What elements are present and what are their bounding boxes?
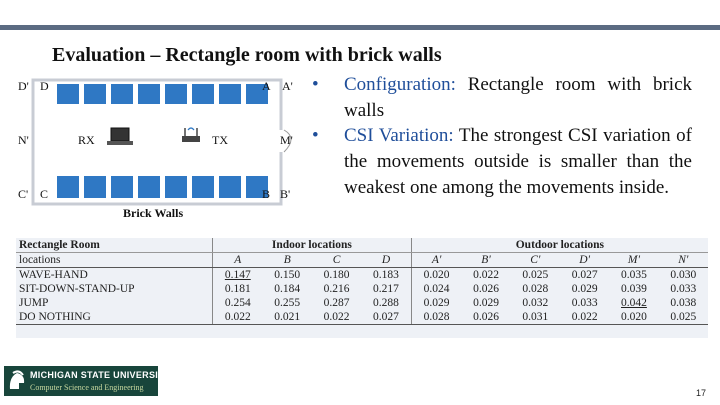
column-header: N' bbox=[659, 253, 708, 268]
table-cell: 0.038 bbox=[670, 297, 697, 309]
column-header: D bbox=[361, 253, 411, 268]
label-a-prime: A' bbox=[282, 79, 293, 93]
table-cell: 0.029 bbox=[423, 297, 450, 309]
table-cell: 0.147 bbox=[213, 268, 263, 283]
university-logo bbox=[4, 366, 171, 396]
table-cell: 0.026 bbox=[461, 310, 510, 325]
table-cell: 0.024 bbox=[423, 283, 450, 295]
table-cell: 0.020 bbox=[609, 310, 658, 325]
label-d-prime: D' bbox=[18, 79, 29, 93]
label-b: B bbox=[262, 187, 271, 201]
column-header: A' bbox=[411, 253, 461, 268]
slide-title: Evaluation – Rectangle room with brick walls bbox=[52, 44, 442, 66]
bullet-head: CSI Variation: bbox=[344, 125, 454, 147]
label-c-prime: C' bbox=[18, 187, 29, 201]
table-cell: 0.020 bbox=[411, 268, 461, 283]
table-group-header bbox=[16, 238, 708, 253]
table-cell: 0.288 bbox=[361, 296, 411, 310]
table-row bbox=[16, 296, 708, 310]
bullet-text: The strongest CSI variation of the movements outside is smaller than the weakest one among the movements inside. bbox=[344, 125, 692, 198]
table-cell: 0.150 bbox=[263, 268, 312, 283]
table-cell: 0.254 bbox=[224, 297, 251, 309]
table-cell: 0.027 bbox=[560, 268, 609, 283]
label-a: A bbox=[262, 79, 271, 93]
table-cell: 0.027 bbox=[361, 310, 411, 325]
table-cell: 0.217 bbox=[361, 282, 411, 296]
table-cell: 0.033 bbox=[670, 283, 697, 295]
bullet-item bbox=[312, 72, 692, 123]
header-outdoor: Outdoor locations bbox=[411, 238, 708, 253]
table-cell: 0.022 bbox=[461, 268, 510, 283]
diagram-caption: Brick Walls bbox=[123, 206, 184, 220]
table-row bbox=[16, 282, 708, 296]
table-cell: 0.028 bbox=[522, 283, 549, 295]
table-cell: 0.022 bbox=[213, 310, 263, 325]
locations-label: locations bbox=[16, 253, 213, 268]
table-cell: 0.216 bbox=[323, 283, 350, 295]
column-header: B bbox=[263, 253, 312, 268]
laptop-icon bbox=[107, 128, 133, 145]
table-cell: 0.032 bbox=[522, 297, 549, 309]
bullet-item bbox=[312, 123, 692, 200]
table-row bbox=[16, 310, 708, 325]
top-accent-bar bbox=[0, 25, 720, 30]
table-cell: 0.039 bbox=[621, 283, 647, 295]
header-room: Rectangle Room bbox=[16, 238, 213, 253]
university-name: MICHIGAN STATE UNIVERSITY bbox=[30, 370, 171, 380]
column-header: M' bbox=[609, 253, 658, 268]
table-cell: 0.025 bbox=[511, 268, 560, 283]
results-table bbox=[16, 238, 708, 338]
table-cell: 0.028 bbox=[411, 310, 461, 325]
column-header: C' bbox=[511, 253, 560, 268]
bullet-list bbox=[312, 72, 692, 200]
table-cell: 0.255 bbox=[274, 297, 301, 309]
row-label: SIT-DOWN-STAND-UP bbox=[16, 282, 213, 296]
label-tx: TX bbox=[212, 133, 228, 147]
column-header: C bbox=[312, 253, 361, 268]
table-cell: 0.029 bbox=[571, 283, 598, 295]
table-cell: 0.022 bbox=[312, 310, 361, 325]
label-rx: RX bbox=[78, 133, 95, 147]
table-cell: 0.022 bbox=[560, 310, 609, 325]
header-indoor: Indoor locations bbox=[213, 238, 412, 253]
table-cell: 0.029 bbox=[473, 297, 499, 309]
label-d: D bbox=[40, 79, 49, 93]
page-number: 17 bbox=[696, 388, 707, 398]
column-header: B' bbox=[461, 253, 510, 268]
table-cell: 0.287 bbox=[323, 297, 350, 309]
row-label: DO NOTHING bbox=[16, 310, 213, 325]
column-header: A bbox=[213, 253, 263, 268]
label-m-prime: M' bbox=[280, 133, 293, 147]
row-label: WAVE-HAND bbox=[16, 268, 213, 283]
table-cell: 0.181 bbox=[224, 283, 251, 295]
row-label: JUMP bbox=[16, 296, 213, 310]
table-cell: 0.183 bbox=[361, 268, 411, 283]
room-diagram bbox=[16, 78, 304, 222]
table-cell: 0.033 bbox=[571, 297, 598, 309]
bullet-text: Rectangle room with brick walls bbox=[344, 74, 692, 121]
label-n-prime: N' bbox=[18, 133, 29, 147]
table-cell: 0.180 bbox=[312, 268, 361, 283]
table-cell: 0.025 bbox=[659, 310, 708, 325]
department-name: Computer Science and Engineering bbox=[30, 383, 144, 392]
table-row bbox=[16, 268, 708, 283]
table-column-header bbox=[16, 253, 708, 268]
spartan-helmet-icon bbox=[7, 369, 27, 393]
bullet-head: Configuration: bbox=[344, 74, 456, 95]
bullet-dot-icon: • bbox=[312, 125, 319, 147]
table-cell: 0.042 bbox=[621, 297, 647, 309]
table-cell: 0.035 bbox=[609, 268, 658, 283]
label-b-prime: B' bbox=[280, 187, 291, 201]
label-c: C bbox=[40, 187, 49, 201]
table-cell: 0.184 bbox=[274, 283, 301, 295]
bullet-dot-icon: • bbox=[312, 74, 319, 95]
table-cell: 0.026 bbox=[473, 283, 499, 295]
column-header: D' bbox=[560, 253, 609, 268]
table-cell: 0.031 bbox=[511, 310, 560, 325]
table-cell: 0.030 bbox=[659, 268, 708, 283]
table-cell: 0.021 bbox=[263, 310, 312, 325]
